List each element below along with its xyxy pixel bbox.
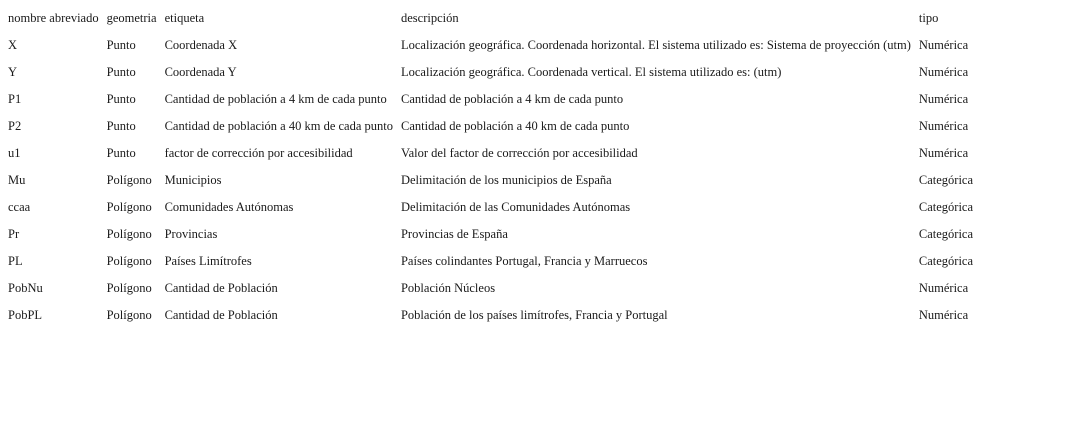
cell-type: Numérica xyxy=(918,64,969,79)
cell-label: Provincias xyxy=(164,226,218,241)
cell-short-name: u1 xyxy=(8,145,21,160)
cell-description: Delimitación de las Comunidades Autónomas xyxy=(400,199,631,214)
cell-description: Países colindantes Portugal, Francia y Marruecos xyxy=(400,253,648,268)
cell-geometry: Polígono xyxy=(106,199,152,214)
table-body xyxy=(4,31,977,328)
cell-description: Provincias de España xyxy=(400,226,508,241)
cell-label: Cantidad de Población xyxy=(164,307,278,322)
cell-type: Numérica xyxy=(918,280,969,295)
table-header xyxy=(4,5,977,31)
cell-label: Países Limítrofes xyxy=(164,253,252,268)
cell-geometry: Punto xyxy=(106,118,136,133)
column-header-type: tipo xyxy=(918,11,939,25)
cell-description: Valor del factor de corrección por accesibilidad xyxy=(400,145,638,160)
table-row xyxy=(4,274,977,301)
cell-short-name: PL xyxy=(8,253,23,268)
table-row xyxy=(4,58,977,85)
cell-geometry: Polígono xyxy=(106,226,152,241)
table-row xyxy=(4,166,977,193)
cell-label: Cantidad de población a 40 km de cada punto xyxy=(164,118,393,133)
cell-description: Delimitación de los municipios de España xyxy=(400,172,612,187)
cell-short-name: PobNu xyxy=(8,280,43,295)
cell-short-name: PobPL xyxy=(8,307,43,322)
table-row xyxy=(4,139,977,166)
cell-geometry: Polígono xyxy=(106,172,152,187)
cell-label: Municipios xyxy=(164,172,222,187)
column-header-short-name: nombre abreviado xyxy=(8,11,99,25)
cell-description: Localización geográfica. Coordenada vertical. El sistema utilizado es: (utm) xyxy=(400,64,782,79)
cell-geometry: Punto xyxy=(106,64,136,79)
column-header-description: descripción xyxy=(400,11,459,25)
cell-geometry: Polígono xyxy=(106,280,152,295)
cell-type: Categórica xyxy=(918,226,974,241)
cell-type: Numérica xyxy=(918,307,969,322)
variables-table xyxy=(4,5,977,328)
cell-short-name: P1 xyxy=(8,91,22,106)
cell-type: Numérica xyxy=(918,91,969,106)
cell-type: Numérica xyxy=(918,37,969,52)
table-row xyxy=(4,247,977,274)
cell-label: Cantidad de población a 4 km de cada punto xyxy=(164,91,387,106)
cell-type: Categórica xyxy=(918,172,974,187)
cell-short-name: ccaa xyxy=(8,199,31,214)
table-row xyxy=(4,220,977,247)
cell-geometry: Punto xyxy=(106,145,136,160)
cell-description: Cantidad de población a 4 km de cada punto xyxy=(400,91,624,106)
cell-short-name: Pr xyxy=(8,226,20,241)
cell-description: Localización geográfica. Coordenada horizontal. El sistema utilizado es: Sistema de proyección (utm) xyxy=(400,37,911,52)
table-header-row xyxy=(4,5,977,31)
table-row xyxy=(4,112,977,139)
cell-geometry: Polígono xyxy=(106,307,152,322)
table-row xyxy=(4,31,977,58)
cell-label: Cantidad de Población xyxy=(164,280,278,295)
cell-label: factor de corrección por accesibilidad xyxy=(164,145,353,160)
cell-label: Coordenada X xyxy=(164,37,238,52)
cell-type: Numérica xyxy=(918,118,969,133)
table-row xyxy=(4,193,977,220)
cell-short-name: Y xyxy=(8,64,18,79)
cell-short-name: P2 xyxy=(8,118,22,133)
cell-description: Población de los países limítrofes, Francia y Portugal xyxy=(400,307,668,322)
cell-label: Coordenada Y xyxy=(164,64,237,79)
cell-short-name: X xyxy=(8,37,18,52)
table-row xyxy=(4,301,977,328)
cell-description: Cantidad de población a 40 km de cada punto xyxy=(400,118,630,133)
cell-label: Comunidades Autónomas xyxy=(164,199,294,214)
cell-type: Numérica xyxy=(918,145,969,160)
cell-description: Población Núcleos xyxy=(400,280,496,295)
cell-type: Categórica xyxy=(918,253,974,268)
cell-geometry: Punto xyxy=(106,37,136,52)
cell-short-name: Mu xyxy=(8,172,26,187)
column-header-geometry: geometria xyxy=(106,11,157,25)
table-row xyxy=(4,85,977,112)
column-header-label: etiqueta xyxy=(164,11,205,25)
cell-geometry: Punto xyxy=(106,91,136,106)
cell-type: Categórica xyxy=(918,199,974,214)
cell-geometry: Polígono xyxy=(106,253,152,268)
